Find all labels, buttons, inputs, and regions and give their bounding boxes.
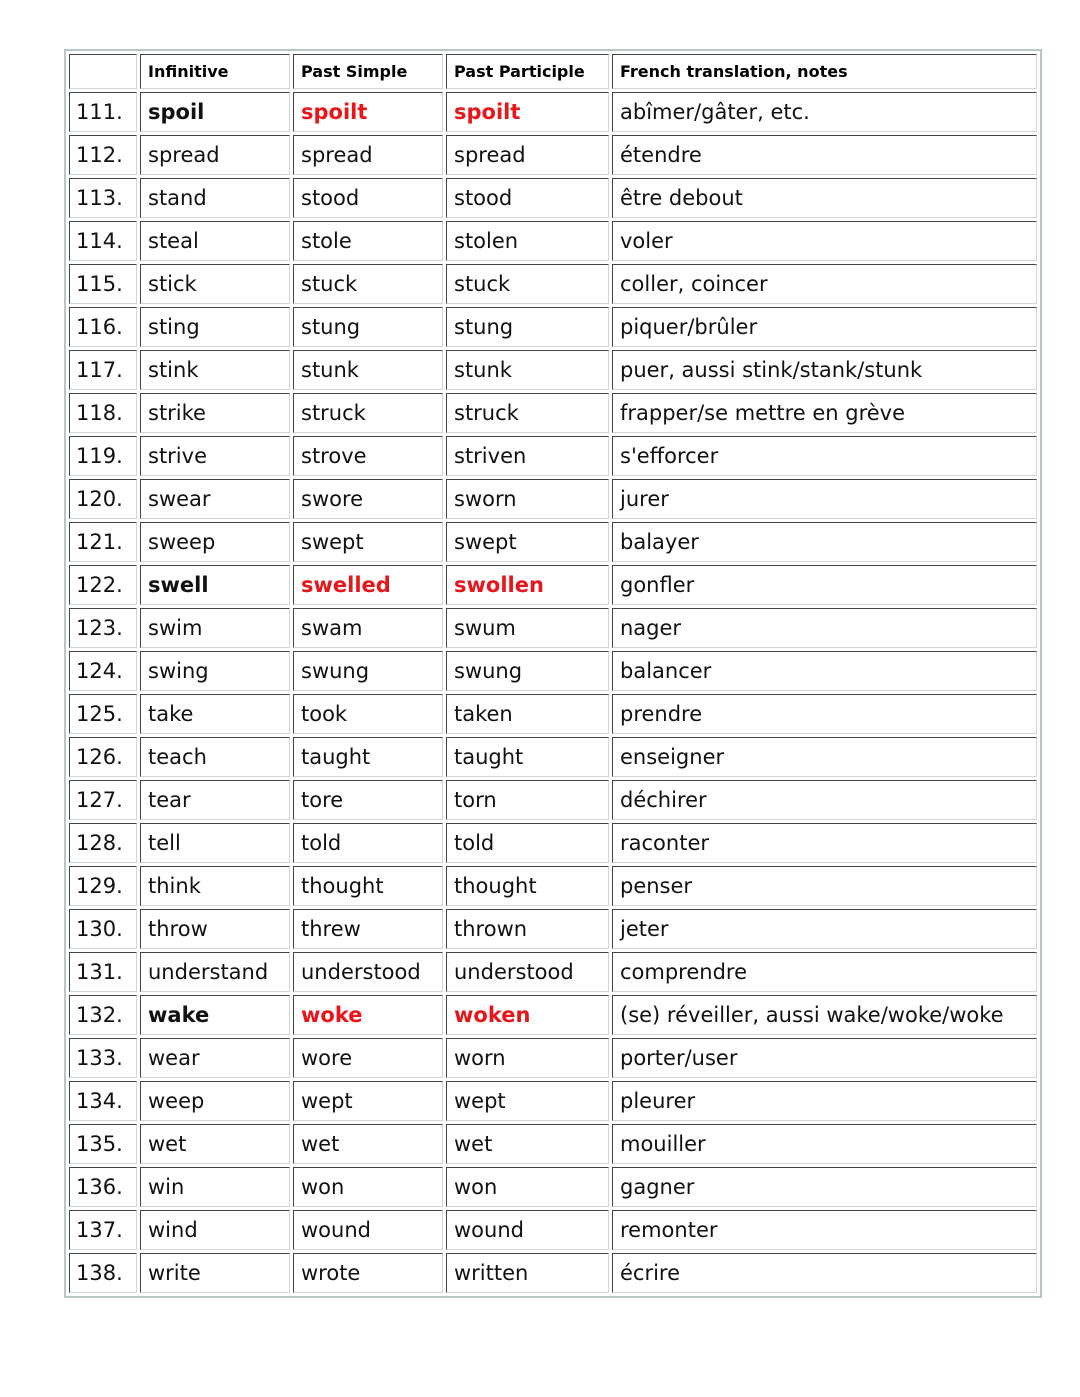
header-row: [69, 54, 1037, 89]
past-simple-cell: tore: [293, 780, 443, 820]
past-participle-cell: swollen: [446, 565, 609, 605]
french-translation-cell: s'efforcer: [612, 436, 1037, 476]
past-simple-cell: stuck: [293, 264, 443, 304]
infinitive-cell: teach: [140, 737, 290, 777]
french-translation-cell: raconter: [612, 823, 1037, 863]
past-participle-cell: thought: [446, 866, 609, 906]
past-simple-cell: taught: [293, 737, 443, 777]
past-participle-cell: wept: [446, 1081, 609, 1121]
past-participle-cell: wet: [446, 1124, 609, 1164]
french-translation-cell: écrire: [612, 1253, 1037, 1293]
row-number: 124.: [69, 651, 137, 691]
past-participle-cell: written: [446, 1253, 609, 1293]
past-participle-cell: swept: [446, 522, 609, 562]
infinitive-cell: wet: [140, 1124, 290, 1164]
past-participle-cell: worn: [446, 1038, 609, 1078]
french-translation-cell: voler: [612, 221, 1037, 261]
infinitive-cell: wind: [140, 1210, 290, 1250]
table-row: [69, 952, 1037, 992]
past-simple-cell: strove: [293, 436, 443, 476]
french-translation-cell: coller, coincer: [612, 264, 1037, 304]
infinitive-cell: spoil: [140, 92, 290, 132]
past-simple-cell: thought: [293, 866, 443, 906]
infinitive-cell: understand: [140, 952, 290, 992]
french-translation-cell: jeter: [612, 909, 1037, 949]
infinitive-cell: wake: [140, 995, 290, 1035]
table-row: [69, 780, 1037, 820]
table-row: [69, 1167, 1037, 1207]
table-row: [69, 522, 1037, 562]
table-row: [69, 307, 1037, 347]
past-participle-cell: swum: [446, 608, 609, 648]
french-translation-cell: balayer: [612, 522, 1037, 562]
row-number: 117.: [69, 350, 137, 390]
past-simple-cell: stole: [293, 221, 443, 261]
infinitive-cell: swing: [140, 651, 290, 691]
row-number: 111.: [69, 92, 137, 132]
row-number: 136.: [69, 1167, 137, 1207]
infinitive-cell: sweep: [140, 522, 290, 562]
past-participle-cell: torn: [446, 780, 609, 820]
table-body: [69, 92, 1037, 1293]
table-row: [69, 565, 1037, 605]
past-simple-cell: told: [293, 823, 443, 863]
irregular-verbs-table: [64, 49, 1042, 1298]
past-participle-cell: wound: [446, 1210, 609, 1250]
past-participle-cell: stolen: [446, 221, 609, 261]
past-simple-cell: swore: [293, 479, 443, 519]
french-translation-cell: prendre: [612, 694, 1037, 734]
table-row: [69, 350, 1037, 390]
table-row: [69, 1253, 1037, 1293]
table-row: [69, 479, 1037, 519]
table-row: [69, 737, 1037, 777]
row-number: 123.: [69, 608, 137, 648]
row-number: 120.: [69, 479, 137, 519]
infinitive-cell: stink: [140, 350, 290, 390]
infinitive-cell: swim: [140, 608, 290, 648]
past-simple-cell: wept: [293, 1081, 443, 1121]
row-number: 112.: [69, 135, 137, 175]
past-participle-cell: striven: [446, 436, 609, 476]
table-row: [69, 995, 1037, 1035]
past-participle-cell: sworn: [446, 479, 609, 519]
table-row: [69, 694, 1037, 734]
past-participle-cell: swung: [446, 651, 609, 691]
table-row: [69, 608, 1037, 648]
infinitive-cell: strive: [140, 436, 290, 476]
past-simple-cell: threw: [293, 909, 443, 949]
past-participle-cell: stood: [446, 178, 609, 218]
row-number: 115.: [69, 264, 137, 304]
past-participle-cell: understood: [446, 952, 609, 992]
past-simple-cell: swelled: [293, 565, 443, 605]
table-row: [69, 1038, 1037, 1078]
past-participle-cell: told: [446, 823, 609, 863]
table-row: [69, 92, 1037, 132]
french-translation-cell: être debout: [612, 178, 1037, 218]
table-row: [69, 1081, 1037, 1121]
infinitive-cell: write: [140, 1253, 290, 1293]
past-participle-cell: stuck: [446, 264, 609, 304]
row-number: 121.: [69, 522, 137, 562]
french-translation-cell: comprendre: [612, 952, 1037, 992]
french-translation-cell: balancer: [612, 651, 1037, 691]
french-translation-cell: enseigner: [612, 737, 1037, 777]
past-simple-cell: spread: [293, 135, 443, 175]
infinitive-cell: swell: [140, 565, 290, 605]
row-number: 134.: [69, 1081, 137, 1121]
past-simple-cell: wet: [293, 1124, 443, 1164]
infinitive-cell: spread: [140, 135, 290, 175]
past-participle-cell: stunk: [446, 350, 609, 390]
past-simple-cell: struck: [293, 393, 443, 433]
past-participle-cell: stung: [446, 307, 609, 347]
header-past-simple: Past Simple: [293, 54, 443, 89]
row-number: 114.: [69, 221, 137, 261]
past-participle-cell: struck: [446, 393, 609, 433]
french-translation-cell: jurer: [612, 479, 1037, 519]
header-past-participle: Past Participle: [446, 54, 609, 89]
past-participle-cell: spoilt: [446, 92, 609, 132]
infinitive-cell: think: [140, 866, 290, 906]
french-translation-cell: piquer/brûler: [612, 307, 1037, 347]
table-row: [69, 823, 1037, 863]
row-number: 128.: [69, 823, 137, 863]
row-number: 130.: [69, 909, 137, 949]
table-row: [69, 393, 1037, 433]
past-simple-cell: swept: [293, 522, 443, 562]
french-translation-cell: (se) réveiller, aussi wake/woke/woke: [612, 995, 1037, 1035]
row-number: 119.: [69, 436, 137, 476]
table-header: [69, 54, 1037, 89]
french-translation-cell: déchirer: [612, 780, 1037, 820]
past-participle-cell: taken: [446, 694, 609, 734]
table-row: [69, 651, 1037, 691]
table-row: [69, 135, 1037, 175]
infinitive-cell: stand: [140, 178, 290, 218]
table-row: [69, 178, 1037, 218]
past-participle-cell: woken: [446, 995, 609, 1035]
past-participle-cell: thrown: [446, 909, 609, 949]
infinitive-cell: strike: [140, 393, 290, 433]
past-simple-cell: swam: [293, 608, 443, 648]
french-translation-cell: pleurer: [612, 1081, 1037, 1121]
row-number: 137.: [69, 1210, 137, 1250]
past-participle-cell: won: [446, 1167, 609, 1207]
infinitive-cell: weep: [140, 1081, 290, 1121]
table-row: [69, 221, 1037, 261]
infinitive-cell: swear: [140, 479, 290, 519]
row-number: 131.: [69, 952, 137, 992]
header-french-translation: French translation, notes: [612, 54, 1037, 89]
table-row: [69, 1210, 1037, 1250]
past-simple-cell: stood: [293, 178, 443, 218]
infinitive-cell: win: [140, 1167, 290, 1207]
past-simple-cell: stunk: [293, 350, 443, 390]
infinitive-cell: throw: [140, 909, 290, 949]
past-simple-cell: woke: [293, 995, 443, 1035]
french-translation-cell: gonfler: [612, 565, 1037, 605]
row-number: 113.: [69, 178, 137, 218]
infinitive-cell: tear: [140, 780, 290, 820]
french-translation-cell: étendre: [612, 135, 1037, 175]
french-translation-cell: gagner: [612, 1167, 1037, 1207]
french-translation-cell: nager: [612, 608, 1037, 648]
french-translation-cell: penser: [612, 866, 1037, 906]
table-row: [69, 436, 1037, 476]
row-number: 116.: [69, 307, 137, 347]
row-number: 126.: [69, 737, 137, 777]
french-translation-cell: mouiller: [612, 1124, 1037, 1164]
infinitive-cell: take: [140, 694, 290, 734]
past-simple-cell: took: [293, 694, 443, 734]
row-number: 118.: [69, 393, 137, 433]
table-row: [69, 1124, 1037, 1164]
past-simple-cell: wore: [293, 1038, 443, 1078]
past-participle-cell: spread: [446, 135, 609, 175]
french-translation-cell: remonter: [612, 1210, 1037, 1250]
table-row: [69, 264, 1037, 304]
past-simple-cell: swung: [293, 651, 443, 691]
past-simple-cell: won: [293, 1167, 443, 1207]
french-translation-cell: frapper/se mettre en grève: [612, 393, 1037, 433]
infinitive-cell: tell: [140, 823, 290, 863]
past-simple-cell: understood: [293, 952, 443, 992]
infinitive-cell: wear: [140, 1038, 290, 1078]
table-row: [69, 866, 1037, 906]
row-number: 135.: [69, 1124, 137, 1164]
french-translation-cell: abîmer/gâter, etc.: [612, 92, 1037, 132]
past-simple-cell: wound: [293, 1210, 443, 1250]
header-number: [69, 54, 137, 89]
past-simple-cell: stung: [293, 307, 443, 347]
past-simple-cell: spoilt: [293, 92, 443, 132]
past-participle-cell: taught: [446, 737, 609, 777]
infinitive-cell: stick: [140, 264, 290, 304]
row-number: 125.: [69, 694, 137, 734]
row-number: 122.: [69, 565, 137, 605]
row-number: 129.: [69, 866, 137, 906]
row-number: 127.: [69, 780, 137, 820]
table-row: [69, 909, 1037, 949]
past-simple-cell: wrote: [293, 1253, 443, 1293]
row-number: 132.: [69, 995, 137, 1035]
header-infinitive: Infinitive: [140, 54, 290, 89]
row-number: 138.: [69, 1253, 137, 1293]
infinitive-cell: sting: [140, 307, 290, 347]
french-translation-cell: puer, aussi stink/stank/stunk: [612, 350, 1037, 390]
french-translation-cell: porter/user: [612, 1038, 1037, 1078]
row-number: 133.: [69, 1038, 137, 1078]
infinitive-cell: steal: [140, 221, 290, 261]
